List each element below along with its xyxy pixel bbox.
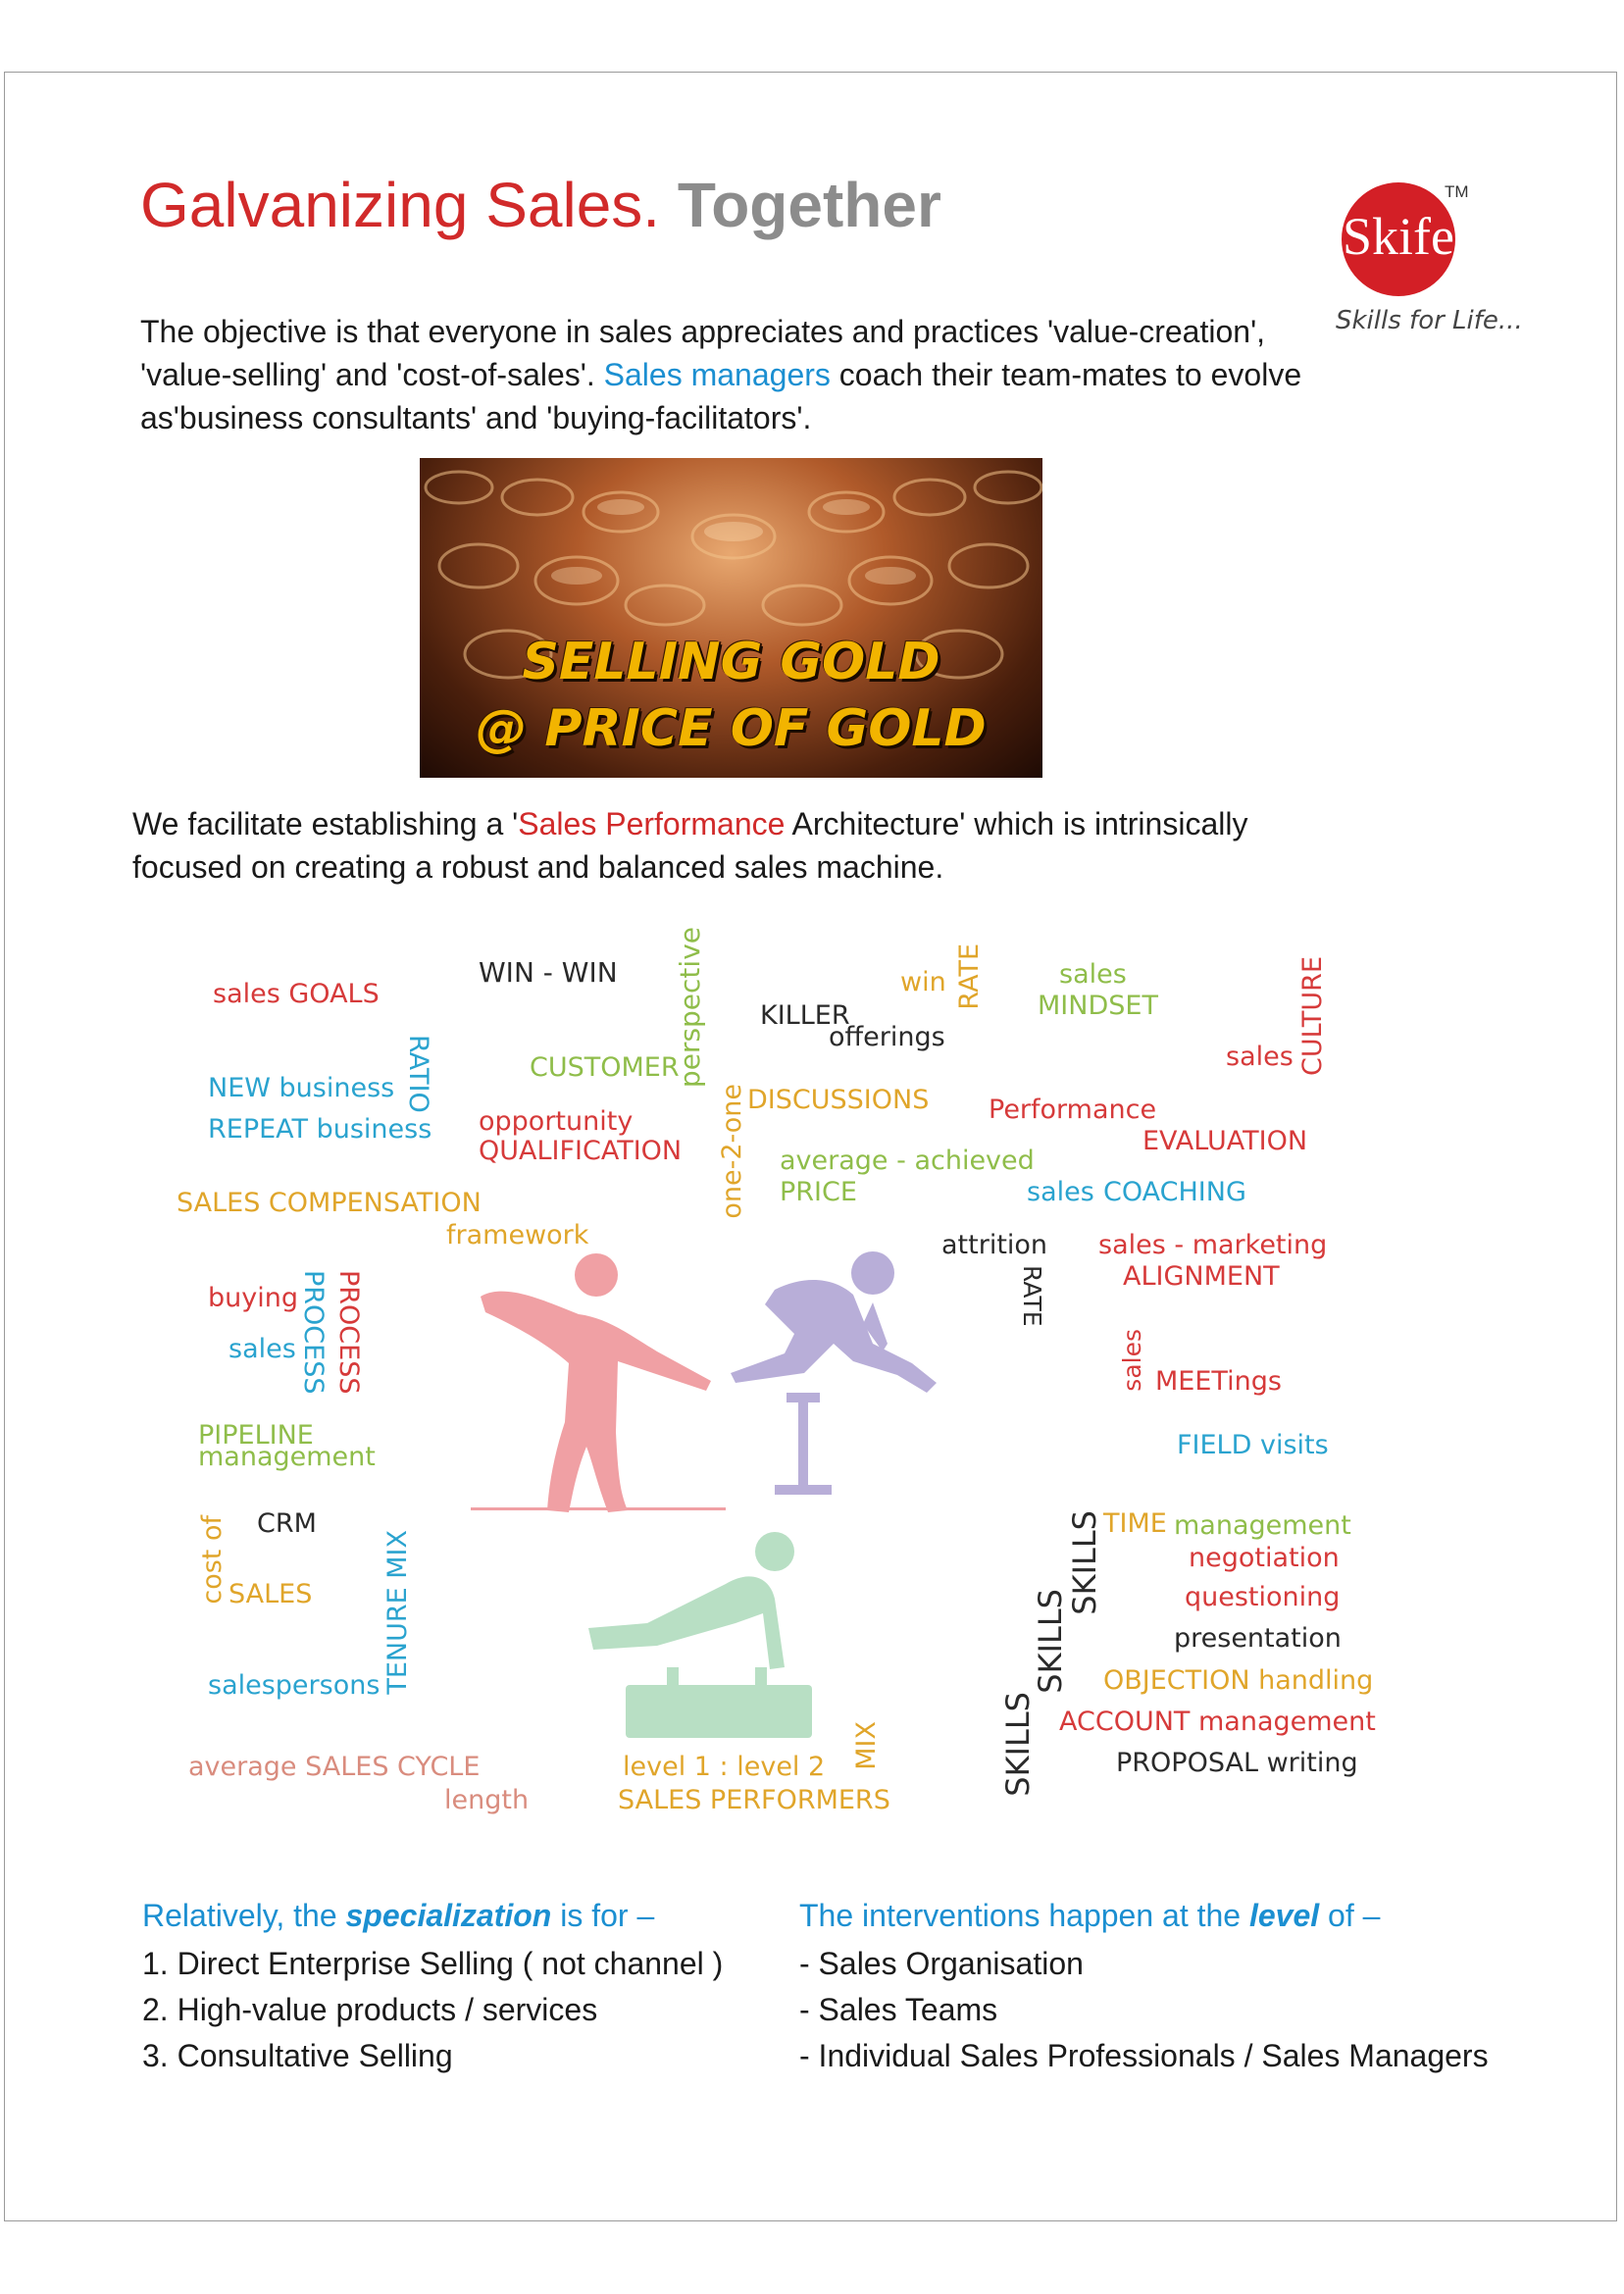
interventions-item-2: - Sales Teams: [799, 1992, 998, 2027]
logo-tagline: Skills for Life...: [1336, 306, 1523, 335]
interventions-heading-a: The interventions happen at the: [799, 1898, 1249, 1933]
intro-line-3: as'business consultants' and 'buying-facilitators'.: [140, 400, 812, 435]
word-sales-mindset-1: sales: [1059, 959, 1127, 990]
word-repeat-business: REPEAT business: [208, 1114, 432, 1145]
word-skills-1: SKILLS: [999, 1692, 1037, 1797]
intro-line-2a: 'value-selling' and 'cost-of-sales'.: [140, 357, 604, 392]
word-perspective: perspective: [674, 927, 706, 1089]
word-one-2-one: one-2-one: [717, 1084, 747, 1219]
sales-performance-highlight: Sales Performance: [518, 806, 786, 841]
word-time: TIME: [1103, 1508, 1167, 1539]
word-average-achieved: average - achieved: [780, 1146, 1035, 1176]
architecture-line-1c: Architecture' which is intrinsically: [785, 806, 1248, 841]
word-customer: CUSTOMER: [530, 1052, 680, 1083]
architecture-line-2: focused on creating a robust and balanced sales machine.: [132, 849, 944, 885]
title-part2: Together: [677, 170, 941, 240]
word-attrition: attrition: [941, 1230, 1048, 1260]
banner-line-1: SELLING GOLD: [522, 633, 940, 691]
word-length: length: [444, 1785, 530, 1815]
word-account-management: ACCOUNT management: [1059, 1707, 1376, 1737]
word-sales-compensation: SALES COMPENSATION: [177, 1188, 482, 1218]
interventions-heading: [799, 1898, 1489, 1934]
word-culture: CULTURE: [1297, 956, 1328, 1077]
interventions-keyword: level: [1248, 1898, 1320, 1933]
word-pipeline: PIPELINE: [198, 1420, 314, 1451]
word-field-visits: FIELD visits: [1177, 1430, 1329, 1460]
logo-wordmark: Skife: [1343, 207, 1454, 266]
word-crm: CRM: [257, 1508, 317, 1539]
word-proposal-writing: PROPOSAL writing: [1116, 1748, 1358, 1778]
intro-line-1: The objective is that everyone in sales appreciates and practices 'value-creation',: [140, 314, 1266, 349]
word-sales-coaching-2: COACHING: [1103, 1177, 1246, 1207]
word-killer: KILLER: [760, 1000, 850, 1031]
word-alignment: ALIGNMENT: [1123, 1261, 1280, 1292]
word-performance: Performance: [989, 1095, 1157, 1125]
sales-managers-highlight: Sales managers: [603, 357, 831, 392]
word-questioning: questioning: [1185, 1582, 1341, 1612]
banner-line-2: @ PRICE OF GOLD: [476, 699, 987, 758]
specialization-item-3: 3. Consultative Selling: [142, 2038, 453, 2073]
word-salespersons: salespersons: [208, 1670, 381, 1701]
word-process-blue: PROCESS: [298, 1270, 329, 1395]
word-offerings: offerings: [829, 1022, 945, 1052]
word-price: PRICE: [780, 1177, 857, 1207]
word-buying: buying: [208, 1283, 298, 1313]
word-rate-1: RATE: [954, 943, 985, 1010]
word-cost-of: cost of: [197, 1515, 228, 1605]
word-presentation: presentation: [1174, 1623, 1342, 1654]
word-sales-marketing: sales - marketing: [1098, 1230, 1328, 1260]
word-sales-process: sales: [228, 1334, 296, 1364]
word-mix: MIX: [851, 1721, 882, 1770]
word-objection-handling: OBJECTION handling: [1103, 1665, 1374, 1696]
word-discussions: DISCUSSIONS: [747, 1085, 930, 1115]
word-framework: framework: [446, 1220, 589, 1250]
logo-trademark: TM: [1445, 182, 1469, 201]
word-evaluation: EVALUATION: [1142, 1126, 1308, 1156]
word-tenure-mix: TENURE MIX: [382, 1530, 413, 1695]
word-sales-cost: SALES: [228, 1579, 313, 1609]
word-sales-mindset-2: MINDSET: [1038, 991, 1158, 1021]
word-management: management: [198, 1442, 376, 1472]
word-meetings: MEETings: [1155, 1366, 1282, 1397]
word-level: level 1 : level 2: [623, 1752, 826, 1782]
intro-line-2c: coach their team-mates to evolve: [830, 357, 1302, 392]
interventions-item-1: - Sales Organisation: [799, 1946, 1084, 1981]
specialization-heading-c: is for –: [551, 1898, 655, 1933]
interventions-heading-c: of –: [1319, 1898, 1381, 1933]
word-rate-2: RATE: [1018, 1265, 1046, 1327]
word-skills-2: SKILLS: [1032, 1589, 1069, 1694]
word-sales-culture: sales: [1226, 1042, 1294, 1072]
word-sales-goals: sales GOALS: [213, 979, 380, 1009]
specialization-item-2: 2. High-value products / services: [142, 1992, 598, 2027]
interventions-item-3: - Individual Sales Professionals / Sales Managers: [799, 2038, 1489, 2073]
word-sales-coaching-1: sales: [1027, 1177, 1094, 1207]
word-new-business: NEW business: [208, 1073, 395, 1103]
word-average-sales-cycle: average SALES CYCLE: [188, 1752, 481, 1782]
specialization-section: [142, 1898, 723, 2074]
word-negotiation: negotiation: [1189, 1543, 1340, 1573]
word-time-management: management: [1174, 1510, 1351, 1541]
specialization-item-1: 1. Direct Enterprise Selling ( not channel ): [142, 1946, 724, 1981]
word-opportunity: opportunity: [479, 1106, 634, 1137]
architecture-line-1a: We facilitate establishing a ': [132, 806, 519, 841]
word-process-red: PROCESS: [333, 1270, 364, 1395]
word-qualification: QUALIFICATION: [479, 1136, 683, 1166]
specialization-heading-a: Relatively, the: [142, 1898, 346, 1933]
title-part1: Galvanizing Sales.: [140, 170, 661, 240]
word-sales-performers: SALES PERFORMERS: [618, 1785, 890, 1815]
word-win-win: WIN - WIN: [479, 956, 618, 989]
word-sales-meetings: sales: [1118, 1329, 1146, 1392]
word-ratio: RATIO: [403, 1035, 433, 1113]
interventions-section: [799, 1898, 1489, 2074]
specialization-heading: [142, 1898, 723, 1934]
word-win: win: [900, 967, 946, 997]
word-skills-3: SKILLS: [1066, 1510, 1103, 1615]
specialization-keyword: specialization: [345, 1898, 552, 1933]
